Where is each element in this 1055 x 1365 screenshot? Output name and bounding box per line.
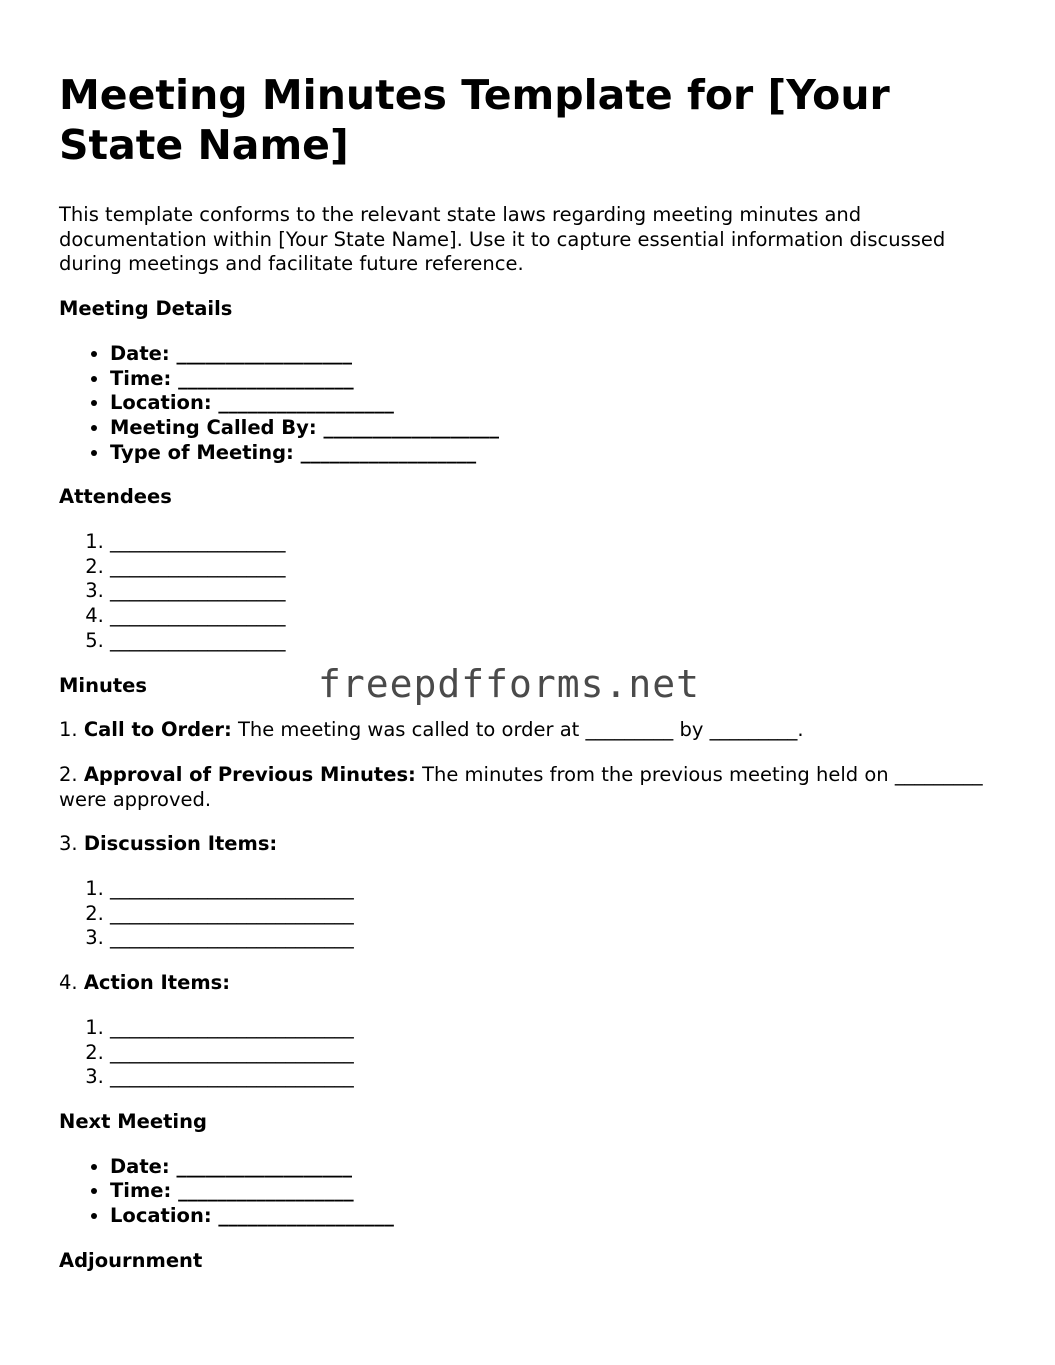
detail-label: Meeting Called By: (110, 415, 317, 439)
action-list (59, 1016, 1009, 1090)
action-item (59, 971, 1009, 996)
detail-blank: __________________ (300, 440, 477, 464)
item-label: Discussion Items: (83, 832, 278, 856)
action-entry: 1. _________________________ (110, 1016, 1009, 1041)
item-text: The meeting was called to order at _________ by _________. (237, 718, 804, 742)
adjournment-heading: Adjournment (59, 1248, 203, 1272)
action-entry: 2. _________________________ (110, 1041, 1009, 1066)
detail-blank: __________________ (178, 366, 354, 390)
approval-item (59, 763, 1009, 812)
discussion-item (59, 832, 1009, 857)
discussion-entry: 1. _________________________ (110, 877, 1009, 902)
item-number: 3. (59, 832, 78, 856)
meeting-details-heading: Meeting Details (59, 297, 233, 321)
detail-label: Location: (110, 391, 212, 415)
discussion-list (59, 877, 1009, 951)
attendee-item: 4. __________________ (110, 604, 1009, 629)
next-meeting-list (59, 1155, 1009, 1229)
intro-paragraph: This template conforms to the relevant state laws regarding meeting minutes and documentation within [Your State Name]. Use it to capture essential information discussed during meetings and facilitate future reference. (59, 203, 946, 276)
call-to-order-item (59, 718, 1009, 743)
next-meeting-heading: Next Meeting (59, 1109, 207, 1133)
attendee-item: 5. __________________ (110, 629, 1009, 654)
detail-label: Location: (110, 1204, 212, 1228)
item-number: 2. (59, 762, 78, 786)
detail-label: Time: (110, 1179, 172, 1203)
detail-label: Time: (110, 366, 172, 390)
detail-blank: __________________ (176, 341, 352, 365)
meeting-details-list (59, 342, 1009, 466)
next-date (110, 1155, 1009, 1180)
attendees-heading: Attendees (59, 485, 172, 509)
minutes-heading: Minutes (59, 673, 148, 697)
detail-label: Date: (110, 1154, 170, 1178)
item-number: 4. (59, 971, 78, 995)
detail-blank: __________________ (218, 1204, 394, 1228)
attendees-list (59, 530, 1009, 654)
action-entry: 3. _________________________ (110, 1065, 1009, 1090)
attendee-item: 2. __________________ (110, 555, 1009, 580)
detail-called-by (110, 416, 1009, 441)
detail-time (110, 367, 1009, 392)
page-title: Meeting Minutes Template for [Your State Name] (59, 71, 890, 169)
item-label: Action Items: (83, 971, 231, 995)
next-location (110, 1204, 1009, 1229)
watermark: freepdfforms.net (318, 662, 701, 706)
attendee-item: 3. __________________ (110, 579, 1009, 604)
item-label: Call to Order: (83, 718, 232, 742)
item-number: 1. (59, 718, 78, 742)
detail-blank: __________________ (218, 391, 394, 415)
attendee-item: 1. __________________ (110, 530, 1009, 555)
detail-label: Type of Meeting: (110, 440, 294, 464)
detail-blank: __________________ (176, 1154, 352, 1178)
next-time (110, 1179, 1009, 1204)
detail-label: Date: (110, 341, 170, 365)
item-text: The minutes from the previous meeting held on _________ were approved. (59, 762, 983, 811)
discussion-entry: 3. _________________________ (110, 926, 1009, 951)
detail-blank: __________________ (178, 1179, 354, 1203)
detail-date (110, 342, 1009, 367)
detail-location (110, 391, 1009, 416)
item-label: Approval of Previous Minutes: (83, 762, 416, 786)
detail-type (110, 441, 1009, 466)
detail-blank: __________________ (323, 415, 499, 439)
discussion-entry: 2. _________________________ (110, 902, 1009, 927)
